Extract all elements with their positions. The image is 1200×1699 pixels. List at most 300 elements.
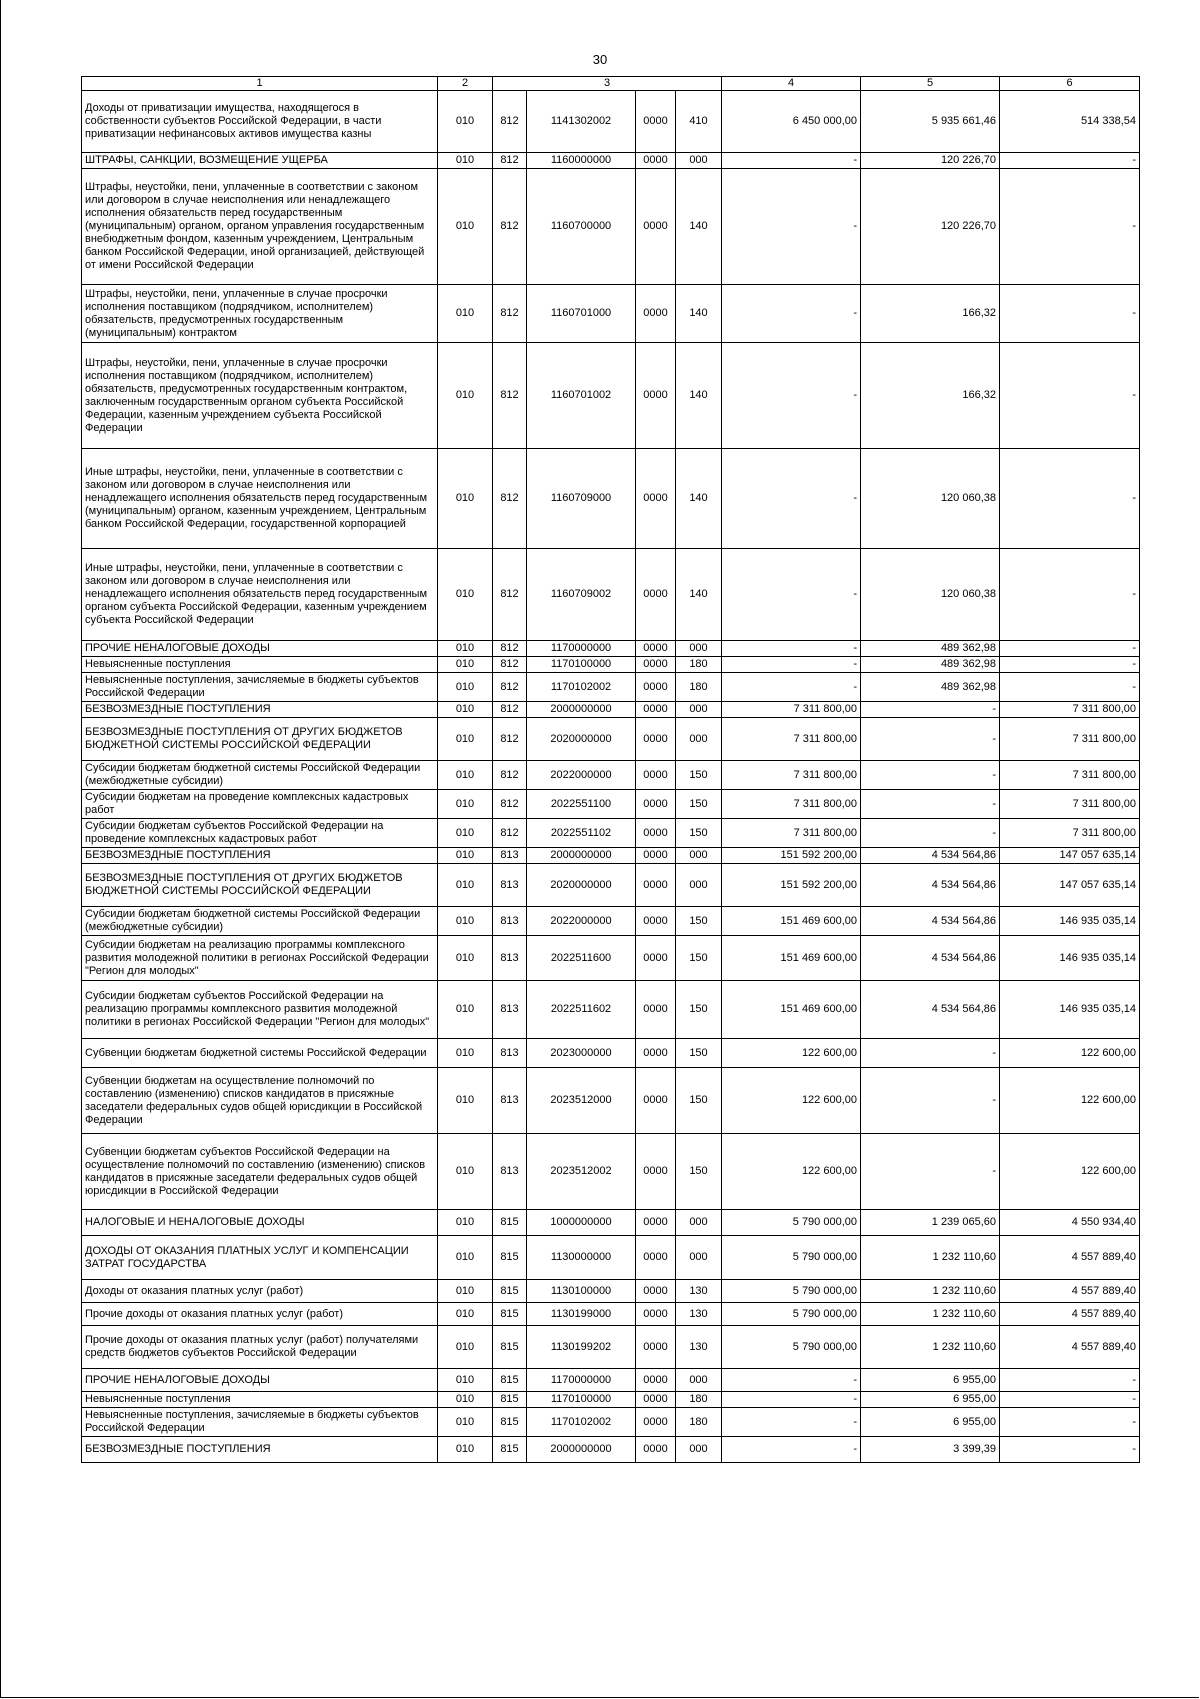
row-name: НАЛОГОВЫЕ И НЕНАЛОГОВЫЕ ДОХОДЫ — [82, 1210, 438, 1236]
row-name: Штрафы, неустойки, пени, уплаченные в случае просрочки исполнения поставщиком (подрядчиком, исполнителем) обязательств, предусмотренных государственным контрактом, заключенным государственным органом субъекта Российской Федерации, казенным учреждением субъекта Российской Федерации — [82, 343, 438, 449]
row-code-3: 2023512002 — [527, 1134, 636, 1210]
row-value-approved: - — [722, 641, 861, 657]
row-value-unexecuted: - — [1000, 153, 1140, 169]
row-code-2: 812 — [493, 343, 527, 449]
row-value-executed: - — [861, 1134, 1000, 1210]
table-row — [82, 848, 1140, 864]
row-code-4: 0000 — [636, 153, 676, 169]
row-value-executed: 4 534 564,86 — [861, 907, 1000, 936]
row-value-unexecuted: 514 338,54 — [1000, 91, 1140, 153]
row-code-4: 0000 — [636, 1236, 676, 1280]
row-value-executed: 1 232 110,60 — [861, 1236, 1000, 1280]
row-code-4: 0000 — [636, 1039, 676, 1068]
row-code-4: 0000 — [636, 864, 676, 907]
row-code-4: 0000 — [636, 819, 676, 848]
row-code-5: 150 — [676, 1068, 722, 1134]
row-value-approved: - — [722, 549, 861, 641]
row-value-approved: 7 311 800,00 — [722, 702, 861, 718]
row-code-4: 0000 — [636, 981, 676, 1039]
table-row — [82, 1236, 1140, 1280]
table-row — [82, 1039, 1140, 1068]
table-row — [82, 657, 1140, 673]
row-value-approved: 7 311 800,00 — [722, 819, 861, 848]
row-code-4: 0000 — [636, 1392, 676, 1408]
row-value-unexecuted: - — [1000, 343, 1140, 449]
row-code-3: 2022511602 — [527, 981, 636, 1039]
row-name: Субсидии бюджетам на проведение комплексных кадастровых работ — [82, 790, 438, 819]
row-code-2: 813 — [493, 848, 527, 864]
header-col-2: 2 — [438, 77, 493, 91]
row-code-4: 0000 — [636, 1280, 676, 1303]
row-code-2: 812 — [493, 819, 527, 848]
table-row — [82, 91, 1140, 153]
row-value-approved: 122 600,00 — [722, 1039, 861, 1068]
page-number: 30 — [592, 52, 608, 67]
row-code-4: 0000 — [636, 1408, 676, 1437]
row-value-approved: - — [722, 673, 861, 702]
row-code-4: 0000 — [636, 169, 676, 285]
row-code-1: 010 — [438, 1437, 493, 1463]
row-value-executed: - — [861, 702, 1000, 718]
row-code-1: 010 — [438, 907, 493, 936]
row-value-executed: - — [861, 819, 1000, 848]
row-code-4: 0000 — [636, 1369, 676, 1392]
row-name: ШТРАФЫ, САНКЦИИ, ВОЗМЕЩЕНИЕ УЩЕРБА — [82, 153, 438, 169]
row-code-5: 140 — [676, 169, 722, 285]
row-value-unexecuted: 122 600,00 — [1000, 1068, 1140, 1134]
row-code-5: 000 — [676, 1236, 722, 1280]
row-code-4: 0000 — [636, 718, 676, 761]
row-code-4: 0000 — [636, 790, 676, 819]
row-code-3: 2022000000 — [527, 907, 636, 936]
row-value-executed: 4 534 564,86 — [861, 848, 1000, 864]
row-value-unexecuted: - — [1000, 673, 1140, 702]
row-code-2: 813 — [493, 936, 527, 981]
row-value-executed: 4 534 564,86 — [861, 936, 1000, 981]
row-code-5: 130 — [676, 1280, 722, 1303]
row-code-5: 150 — [676, 1039, 722, 1068]
row-code-1: 010 — [438, 91, 493, 153]
row-code-3: 2022551100 — [527, 790, 636, 819]
table-row — [82, 285, 1140, 343]
row-code-3: 2023512000 — [527, 1068, 636, 1134]
row-name: БЕЗВОЗМЕЗДНЫЕ ПОСТУПЛЕНИЯ — [82, 848, 438, 864]
row-name: ДОХОДЫ ОТ ОКАЗАНИЯ ПЛАТНЫХ УСЛУГ И КОМПЕНСАЦИИ ЗАТРАТ ГОСУДАРСТВА — [82, 1236, 438, 1280]
row-value-approved: 151 469 600,00 — [722, 936, 861, 981]
row-name: Штрафы, неустойки, пени, уплаченные в соответствии с законом или договором в случае неисполнения или ненадлежащего исполнения обязательств перед государственным (муниципальным) органом, органом управления государственным внебюджетным фондом, казенным учреждением, Центральным банком Российской Федерации, иной организацией, действующей от имени Российской Федерации — [82, 169, 438, 285]
row-code-3: 2022511600 — [527, 936, 636, 981]
row-value-executed: 166,32 — [861, 343, 1000, 449]
row-code-5: 150 — [676, 936, 722, 981]
row-value-approved: 122 600,00 — [722, 1068, 861, 1134]
row-value-executed: - — [861, 1068, 1000, 1134]
row-code-1: 010 — [438, 1392, 493, 1408]
row-code-3: 1160000000 — [527, 153, 636, 169]
row-code-5: 000 — [676, 1210, 722, 1236]
row-value-executed: 489 362,98 — [861, 657, 1000, 673]
row-code-2: 815 — [493, 1392, 527, 1408]
row-code-1: 010 — [438, 549, 493, 641]
row-code-1: 010 — [438, 1039, 493, 1068]
row-code-1: 010 — [438, 718, 493, 761]
row-value-executed: 1 232 110,60 — [861, 1326, 1000, 1369]
row-code-2: 815 — [493, 1210, 527, 1236]
row-value-approved: 151 592 200,00 — [722, 848, 861, 864]
row-value-approved: - — [722, 1392, 861, 1408]
row-value-executed: 6 955,00 — [861, 1408, 1000, 1437]
row-code-4: 0000 — [636, 285, 676, 343]
row-code-3: 1160709002 — [527, 549, 636, 641]
row-name: Прочие доходы от оказания платных услуг (работ) — [82, 1303, 438, 1326]
table-row — [82, 819, 1140, 848]
row-code-5: 180 — [676, 1408, 722, 1437]
row-value-executed: 4 534 564,86 — [861, 864, 1000, 907]
row-code-2: 813 — [493, 907, 527, 936]
row-name: Доходы от оказания платных услуг (работ) — [82, 1280, 438, 1303]
table-row — [82, 864, 1140, 907]
table-row — [82, 1408, 1140, 1437]
row-value-unexecuted: 4 550 934,40 — [1000, 1210, 1140, 1236]
row-code-2: 812 — [493, 790, 527, 819]
row-code-1: 010 — [438, 1326, 493, 1369]
row-value-executed: - — [861, 1039, 1000, 1068]
table-row — [82, 1303, 1140, 1326]
row-code-3: 1170000000 — [527, 641, 636, 657]
row-value-unexecuted: - — [1000, 449, 1140, 549]
row-code-2: 812 — [493, 702, 527, 718]
row-value-approved: - — [722, 1437, 861, 1463]
row-code-4: 0000 — [636, 761, 676, 790]
row-code-4: 0000 — [636, 702, 676, 718]
row-value-executed: 120 060,38 — [861, 549, 1000, 641]
header-col-4: 4 — [722, 77, 861, 91]
row-value-executed: 4 534 564,86 — [861, 981, 1000, 1039]
row-value-executed: 1 232 110,60 — [861, 1280, 1000, 1303]
table-row — [82, 449, 1140, 549]
row-code-5: 180 — [676, 657, 722, 673]
row-value-executed: 489 362,98 — [861, 641, 1000, 657]
row-code-3: 1160701002 — [527, 343, 636, 449]
row-code-2: 812 — [493, 285, 527, 343]
row-value-executed: 120 060,38 — [861, 449, 1000, 549]
row-code-1: 010 — [438, 1236, 493, 1280]
row-code-5: 000 — [676, 153, 722, 169]
row-value-approved: 5 790 000,00 — [722, 1326, 861, 1369]
row-code-5: 180 — [676, 1392, 722, 1408]
row-value-approved: - — [722, 1369, 861, 1392]
row-code-4: 0000 — [636, 549, 676, 641]
row-value-executed: 120 226,70 — [861, 169, 1000, 285]
table-row — [82, 702, 1140, 718]
table-row — [82, 1068, 1140, 1134]
row-value-unexecuted: 146 935 035,14 — [1000, 981, 1140, 1039]
row-code-2: 815 — [493, 1437, 527, 1463]
row-value-approved: - — [722, 169, 861, 285]
row-value-executed: 1 239 065,60 — [861, 1210, 1000, 1236]
row-code-5: 000 — [676, 718, 722, 761]
row-code-2: 813 — [493, 1068, 527, 1134]
header-col-3: 3 — [493, 77, 722, 91]
row-code-4: 0000 — [636, 673, 676, 702]
row-code-1: 010 — [438, 864, 493, 907]
row-code-5: 000 — [676, 1369, 722, 1392]
row-code-3: 1160700000 — [527, 169, 636, 285]
table-row — [82, 790, 1140, 819]
row-value-executed: 166,32 — [861, 285, 1000, 343]
row-code-1: 010 — [438, 848, 493, 864]
row-value-approved: 7 311 800,00 — [722, 790, 861, 819]
row-code-3: 1130000000 — [527, 1236, 636, 1280]
row-value-executed: 489 362,98 — [861, 673, 1000, 702]
row-code-3: 1170100000 — [527, 1392, 636, 1408]
row-code-4: 0000 — [636, 1437, 676, 1463]
row-code-2: 815 — [493, 1280, 527, 1303]
row-code-2: 815 — [493, 1369, 527, 1392]
row-code-3: 2023000000 — [527, 1039, 636, 1068]
row-code-1: 010 — [438, 1134, 493, 1210]
row-code-2: 812 — [493, 549, 527, 641]
row-value-unexecuted: - — [1000, 641, 1140, 657]
row-value-approved: 5 790 000,00 — [722, 1236, 861, 1280]
row-code-4: 0000 — [636, 343, 676, 449]
table-row — [82, 1437, 1140, 1463]
row-code-2: 812 — [493, 449, 527, 549]
row-value-unexecuted: 4 557 889,40 — [1000, 1326, 1140, 1369]
table-row — [82, 1280, 1140, 1303]
row-value-approved: 5 790 000,00 — [722, 1303, 861, 1326]
row-value-executed: - — [861, 718, 1000, 761]
row-value-executed: 6 955,00 — [861, 1369, 1000, 1392]
row-code-5: 000 — [676, 848, 722, 864]
row-code-2: 813 — [493, 981, 527, 1039]
row-value-unexecuted: 146 935 035,14 — [1000, 907, 1140, 936]
row-code-3: 1130199202 — [527, 1326, 636, 1369]
row-code-1: 010 — [438, 790, 493, 819]
row-code-2: 812 — [493, 761, 527, 790]
row-value-executed: 3 399,39 — [861, 1437, 1000, 1463]
table-row — [82, 169, 1140, 285]
row-code-3: 2000000000 — [527, 848, 636, 864]
row-code-4: 0000 — [636, 449, 676, 549]
row-code-5: 000 — [676, 641, 722, 657]
row-value-unexecuted: - — [1000, 285, 1140, 343]
row-code-2: 813 — [493, 864, 527, 907]
table-row — [82, 981, 1140, 1039]
row-value-unexecuted: 146 935 035,14 — [1000, 936, 1140, 981]
row-name: Невыясненные поступления — [82, 1392, 438, 1408]
row-code-5: 150 — [676, 981, 722, 1039]
row-code-4: 0000 — [636, 848, 676, 864]
row-code-5: 130 — [676, 1303, 722, 1326]
table-row — [82, 907, 1140, 936]
row-value-executed: 1 232 110,60 — [861, 1303, 1000, 1326]
table-row — [82, 718, 1140, 761]
table-row — [82, 549, 1140, 641]
row-value-unexecuted: - — [1000, 169, 1140, 285]
row-name: ПРОЧИЕ НЕНАЛОГОВЫЕ ДОХОДЫ — [82, 641, 438, 657]
row-code-1: 010 — [438, 1408, 493, 1437]
row-code-4: 0000 — [636, 1326, 676, 1369]
row-code-4: 0000 — [636, 641, 676, 657]
table-row — [82, 343, 1140, 449]
header-col-1: 1 — [82, 77, 438, 91]
row-code-5: 410 — [676, 91, 722, 153]
row-value-approved: 6 450 000,00 — [722, 91, 861, 153]
table-row — [82, 761, 1140, 790]
row-name: БЕЗВОЗМЕЗДНЫЕ ПОСТУПЛЕНИЯ — [82, 1437, 438, 1463]
row-value-executed: 5 935 661,46 — [861, 91, 1000, 153]
row-code-1: 010 — [438, 1068, 493, 1134]
row-code-2: 813 — [493, 1134, 527, 1210]
row-value-approved: - — [722, 343, 861, 449]
row-name: Прочие доходы от оказания платных услуг (работ) получателями средств бюджетов субъектов Российской Федерации — [82, 1326, 438, 1369]
row-value-approved: - — [722, 153, 861, 169]
table-row — [82, 1392, 1140, 1408]
row-code-1: 010 — [438, 169, 493, 285]
row-code-5: 000 — [676, 864, 722, 907]
row-value-unexecuted: 122 600,00 — [1000, 1134, 1140, 1210]
row-code-3: 1160701000 — [527, 285, 636, 343]
row-code-5: 130 — [676, 1326, 722, 1369]
row-code-3: 1160709000 — [527, 449, 636, 549]
row-value-unexecuted: 4 557 889,40 — [1000, 1280, 1140, 1303]
row-value-unexecuted: - — [1000, 1392, 1140, 1408]
row-value-approved: 7 311 800,00 — [722, 718, 861, 761]
row-code-3: 2000000000 — [527, 1437, 636, 1463]
table-row — [82, 936, 1140, 981]
row-code-3: 1130100000 — [527, 1280, 636, 1303]
row-code-1: 010 — [438, 343, 493, 449]
row-name: БЕЗВОЗМЕЗДНЫЕ ПОСТУПЛЕНИЯ ОТ ДРУГИХ БЮДЖЕТОВ БЮДЖЕТНОЙ СИСТЕМЫ РОССИЙСКОЙ ФЕДЕРАЦИИ — [82, 864, 438, 907]
row-code-1: 010 — [438, 657, 493, 673]
row-code-3: 2000000000 — [527, 702, 636, 718]
row-value-approved: 122 600,00 — [722, 1134, 861, 1210]
row-code-1: 010 — [438, 1303, 493, 1326]
row-code-5: 150 — [676, 790, 722, 819]
row-code-2: 813 — [493, 1039, 527, 1068]
row-value-executed: - — [861, 761, 1000, 790]
row-code-3: 1170102002 — [527, 673, 636, 702]
row-value-unexecuted: 122 600,00 — [1000, 1039, 1140, 1068]
row-code-1: 010 — [438, 702, 493, 718]
row-code-2: 812 — [493, 91, 527, 153]
row-code-1: 010 — [438, 1210, 493, 1236]
row-code-3: 1170102002 — [527, 1408, 636, 1437]
row-code-3: 1170100000 — [527, 657, 636, 673]
row-code-3: 2022551102 — [527, 819, 636, 848]
row-code-3: 1130199000 — [527, 1303, 636, 1326]
row-value-executed: - — [861, 790, 1000, 819]
row-code-3: 2020000000 — [527, 718, 636, 761]
row-code-1: 010 — [438, 673, 493, 702]
header-col-5: 5 — [861, 77, 1000, 91]
row-name: Субсидии бюджетам бюджетной системы Российской Федерации (межбюджетные субсидии) — [82, 907, 438, 936]
row-code-1: 010 — [438, 449, 493, 549]
row-code-2: 812 — [493, 153, 527, 169]
row-code-1: 010 — [438, 153, 493, 169]
row-value-approved: 5 790 000,00 — [722, 1280, 861, 1303]
row-name: Иные штрафы, неустойки, пени, уплаченные в соответствии с законом или договором в случае неисполнения или ненадлежащего исполнения обязательств перед государственным органом субъекта Российской Федерации, казенным учреждением субъекта Российской Федерации — [82, 549, 438, 641]
row-name: Субсидии бюджетам субъектов Российской Федерации на проведение комплексных кадастровых работ — [82, 819, 438, 848]
table-row — [82, 1134, 1140, 1210]
row-value-unexecuted: - — [1000, 1437, 1140, 1463]
row-code-5: 140 — [676, 449, 722, 549]
row-value-approved: 151 469 600,00 — [722, 981, 861, 1039]
row-code-2: 812 — [493, 169, 527, 285]
row-value-approved: - — [722, 657, 861, 673]
row-value-unexecuted: - — [1000, 1369, 1140, 1392]
row-code-1: 010 — [438, 1369, 493, 1392]
row-value-approved: - — [722, 1408, 861, 1437]
row-value-unexecuted: 7 311 800,00 — [1000, 718, 1140, 761]
row-name: ПРОЧИЕ НЕНАЛОГОВЫЕ ДОХОДЫ — [82, 1369, 438, 1392]
row-code-4: 0000 — [636, 1210, 676, 1236]
row-name: Субсидии бюджетам на реализацию программы комплексного развития молодежной политики в регионах Российской Федерации "Регион для молодых" — [82, 936, 438, 981]
row-value-unexecuted: 4 557 889,40 — [1000, 1236, 1140, 1280]
row-code-2: 815 — [493, 1303, 527, 1326]
row-code-4: 0000 — [636, 907, 676, 936]
row-name: Субсидии бюджетам бюджетной системы Российской Федерации (межбюджетные субсидии) — [82, 761, 438, 790]
row-code-3: 1000000000 — [527, 1210, 636, 1236]
row-code-4: 0000 — [636, 1134, 676, 1210]
row-name: Субвенции бюджетам субъектов Российской Федерации на осуществление полномочий по составлению (изменению) списков кандидатов в присяжные заседатели федеральных судов общей юрисдикции в Российской Федерации — [82, 1134, 438, 1210]
budget-table — [81, 76, 1140, 1463]
row-value-unexecuted: 4 557 889,40 — [1000, 1303, 1140, 1326]
row-code-5: 150 — [676, 819, 722, 848]
row-code-2: 812 — [493, 718, 527, 761]
row-value-approved: 5 790 000,00 — [722, 1210, 861, 1236]
row-name: Невыясненные поступления, зачисляемые в бюджеты субъектов Российской Федерации — [82, 1408, 438, 1437]
table-row — [82, 1210, 1140, 1236]
row-code-5: 180 — [676, 673, 722, 702]
row-code-4: 0000 — [636, 657, 676, 673]
row-name: Субсидии бюджетам субъектов Российской Федерации на реализацию программы комплексного развития молодежной политики в регионах Российской Федерации "Регион для молодых" — [82, 981, 438, 1039]
row-code-2: 815 — [493, 1408, 527, 1437]
row-code-5: 150 — [676, 1134, 722, 1210]
row-name: Субвенции бюджетам на осуществление полномочий по составлению (изменению) списков кандидатов в присяжные заседатели федеральных судов общей юрисдикции в Российской Федерации — [82, 1068, 438, 1134]
row-code-3: 1141302002 — [527, 91, 636, 153]
row-code-4: 0000 — [636, 1068, 676, 1134]
row-value-unexecuted: 7 311 800,00 — [1000, 702, 1140, 718]
row-value-unexecuted: 7 311 800,00 — [1000, 761, 1140, 790]
row-code-5: 000 — [676, 702, 722, 718]
row-code-1: 010 — [438, 936, 493, 981]
row-value-unexecuted: - — [1000, 657, 1140, 673]
table-row — [82, 1369, 1140, 1392]
row-value-approved: - — [722, 285, 861, 343]
row-value-executed: 6 955,00 — [861, 1392, 1000, 1408]
row-code-4: 0000 — [636, 1303, 676, 1326]
row-code-5: 000 — [676, 1437, 722, 1463]
row-code-1: 010 — [438, 981, 493, 1039]
header-col-6: 6 — [1000, 77, 1140, 91]
row-code-1: 010 — [438, 641, 493, 657]
row-code-2: 815 — [493, 1326, 527, 1369]
row-code-1: 010 — [438, 761, 493, 790]
table-row — [82, 673, 1140, 702]
row-name: Штрафы, неустойки, пени, уплаченные в случае просрочки исполнения поставщиком (подрядчиком, исполнителем) обязательств, предусмотренных государственным (муниципальным) контрактом — [82, 285, 438, 343]
row-name: БЕЗВОЗМЕЗДНЫЕ ПОСТУПЛЕНИЯ ОТ ДРУГИХ БЮДЖЕТОВ БЮДЖЕТНОЙ СИСТЕМЫ РОССИЙСКОЙ ФЕДЕРАЦИИ — [82, 718, 438, 761]
table-row — [82, 641, 1140, 657]
row-value-executed: 120 226,70 — [861, 153, 1000, 169]
row-code-5: 140 — [676, 285, 722, 343]
row-value-approved: 151 469 600,00 — [722, 907, 861, 936]
row-code-5: 150 — [676, 761, 722, 790]
row-code-1: 010 — [438, 819, 493, 848]
table-row — [82, 1326, 1140, 1369]
row-value-unexecuted: 147 057 635,14 — [1000, 864, 1140, 907]
row-value-approved: - — [722, 449, 861, 549]
